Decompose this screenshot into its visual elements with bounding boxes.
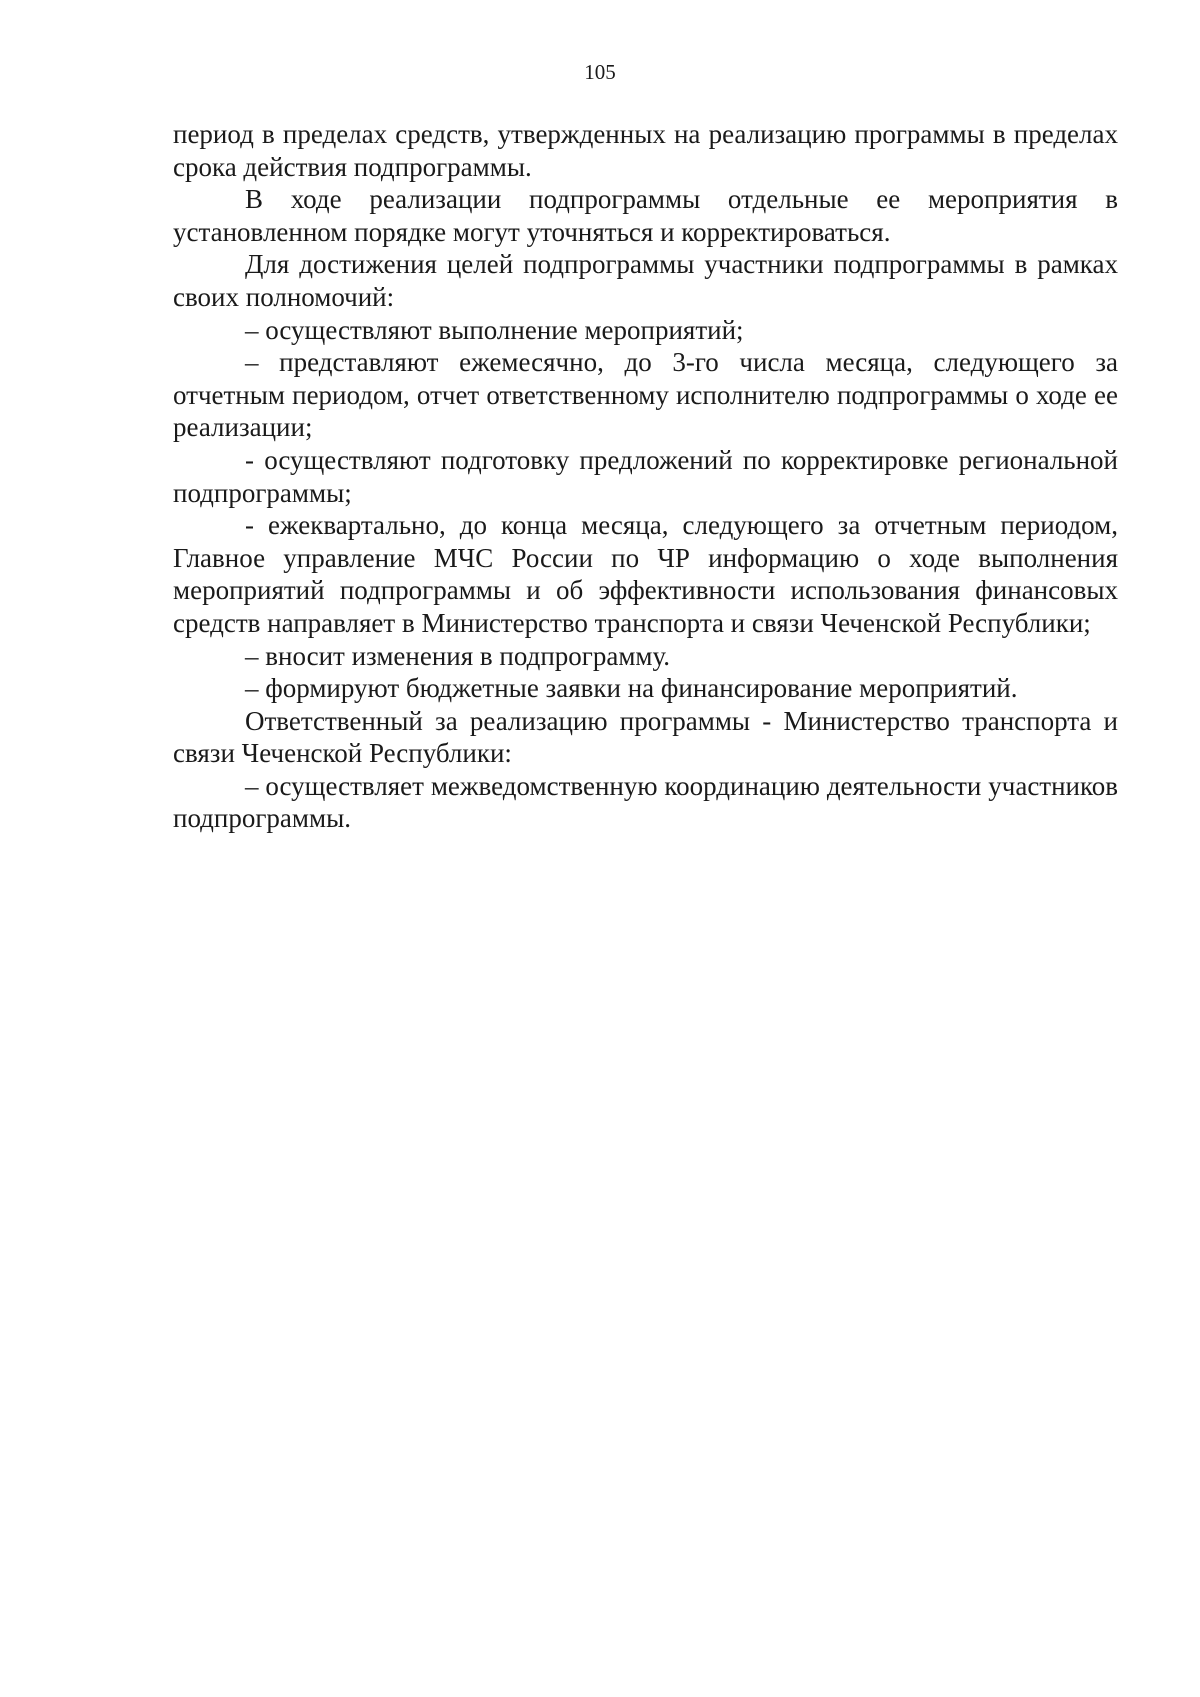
list-item-monthly-report: – представляют ежемесячно, до 3-го числа месяца, следующего за отчетным периодом, отчет ответственному исполнителю подпрограммы о ходе ее реализации;	[173, 347, 1118, 443]
list-item-implement-activities: – осуществляют выполнение мероприятий;	[245, 314, 744, 345]
paragraph-participants-intro: Для достижения целей подпрограммы участники подпрограммы в рамках своих полномочий:	[173, 249, 1118, 312]
list-item-budget-requests: – формируют бюджетные заявки на финансирование мероприятий.	[245, 673, 1018, 704]
document-body	[173, 118, 1118, 835]
paragraph-continuation: период в пределах средств, утвержденных на реализацию программы в пределах срока действия подпрограммы.	[173, 119, 1118, 182]
paragraph-responsible-executor: Ответственный за реализацию программы - Министерство транспорта и связи Чеченской Республики:	[173, 705, 1118, 769]
list-item-prepare-proposals: - осуществляют подготовку предложений по корректировке региональной подпрограммы;	[173, 444, 1118, 508]
page-number: 105	[584, 60, 616, 84]
paragraph-subprogram-adjustments: В ходе реализации подпрограммы отдельные ее мероприятия в установленном порядке могут уточняться и корректироваться.	[173, 184, 1118, 247]
list-item-make-changes: – вносит изменения в подпрограмму.	[245, 640, 671, 671]
list-item-quarterly-information: - ежеквартально, до конца месяца, следующего за отчетным периодом, Главное управление МЧС России по ЧР информацию о ходе выполнения мероприятий подпрограммы и об эффективности использования финансовых средств направляет в Министерство транспорта и связи Чеченской Республики;	[173, 510, 1118, 638]
list-item-coordination: – осуществляет межведомственную координацию деятельности участников подпрограммы.	[173, 770, 1118, 834]
